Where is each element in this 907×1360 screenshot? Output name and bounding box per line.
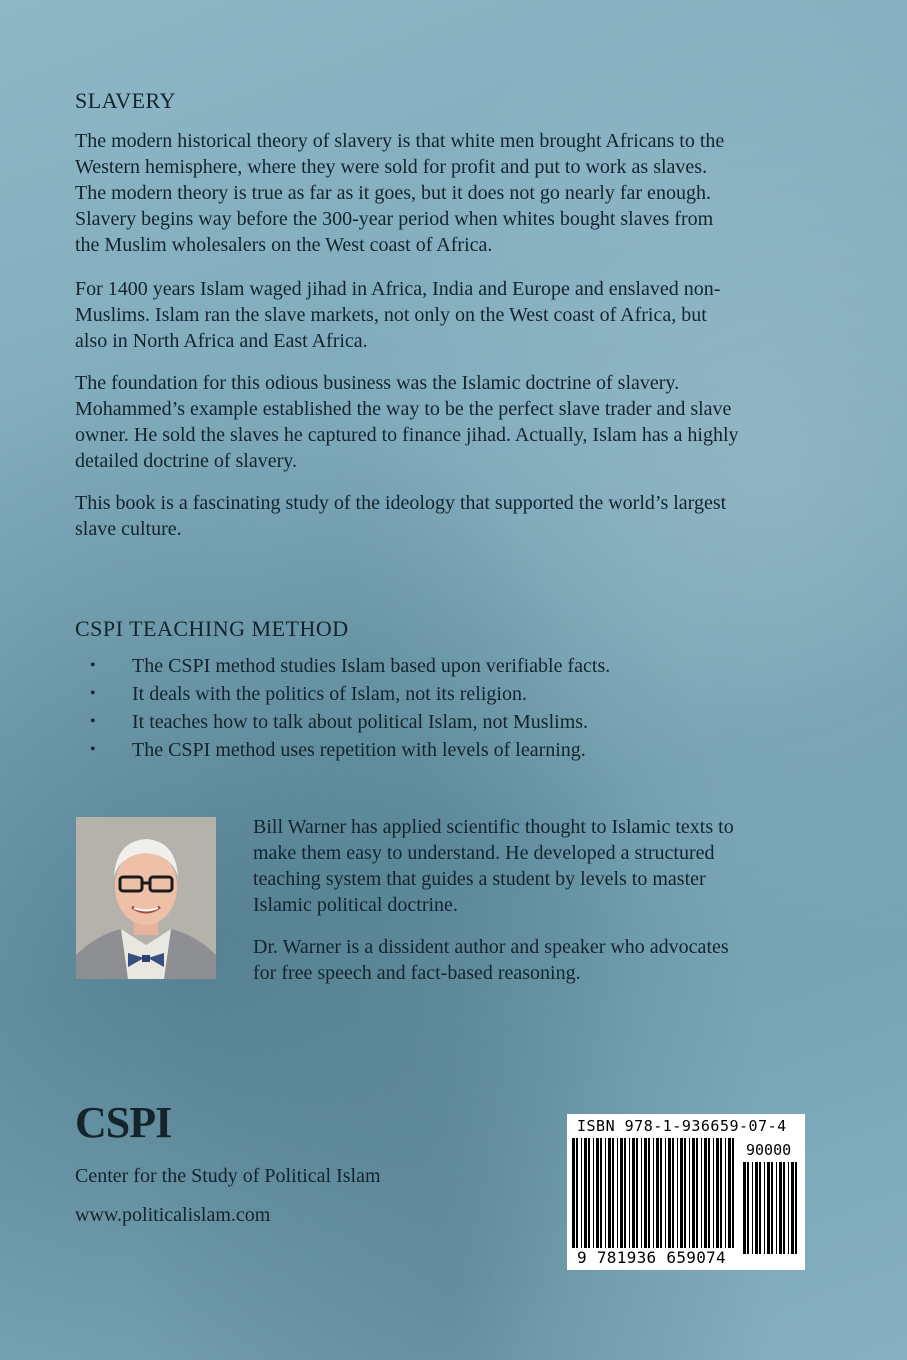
bullet-icon: •: [90, 657, 96, 674]
barcode-bar: [728, 1138, 731, 1248]
method-bullet-list: [75, 652, 610, 764]
barcode-bar: [593, 1138, 594, 1248]
slavery-paragraph-4: This book is a fascinating study of the ideology that supported the world’s largest slave culture.: [75, 492, 727, 540]
barcode-bar: [677, 1138, 678, 1248]
list-item: • The CSPI method uses repetition with levels of learning.: [75, 736, 610, 764]
barcode-bar: [588, 1138, 590, 1248]
isbn-label: ISBN 978-1-936659-07-4: [577, 1117, 787, 1135]
ean-barcode-bars: [572, 1138, 738, 1248]
barcode-bar: [788, 1162, 789, 1254]
addon-barcode-bars: [743, 1162, 798, 1254]
barcode-bar: [725, 1138, 726, 1248]
barcode-bar: [701, 1138, 702, 1248]
barcode-bar: [668, 1138, 671, 1248]
list-item: • The CSPI method studies Islam based upon verifiable facts.: [75, 652, 610, 680]
barcode-bar: [779, 1162, 782, 1254]
barcode-bar: [795, 1162, 797, 1254]
slavery-paragraph-3: The foundation for this odious business was the Islamic doctrine of slavery. Mohammed’s example established the way to be the perfect slave trader and slave owner. He sold the slaves he captured to finance jihad. Actually, Islam has a highly detailed doctrine of slavery.: [75, 372, 739, 472]
barcode-bar: [771, 1162, 773, 1254]
barcode-bar: [720, 1138, 722, 1248]
author-bio-paragraph-1: Bill Warner has applied scientific thought to Islamic texts to make them easy to understand. He developed a structured teaching system that guides a student by levels to master Islamic political doctrine.: [253, 816, 734, 916]
ean-digits: 9 781936 659074: [577, 1248, 726, 1267]
barcode-bar: [656, 1138, 659, 1248]
author-bio-paragraph-2: Dr. Warner is a dissident author and speaker who advocates for free speech and fact-based reasoning.: [253, 936, 729, 984]
isbn-barcode: [567, 1114, 805, 1270]
list-item: • It teaches how to talk about political Islam, not Muslims.: [75, 708, 610, 736]
slavery-paragraph-2: For 1400 years Islam waged jihad in Africa, India and Europe and enslaved non- Muslims. Islam ran the slave markets, not only on the West coast of Africa, but also in North Africa and East Africa.: [75, 278, 721, 352]
barcode-bar: [600, 1138, 602, 1248]
bullet-icon: •: [90, 685, 96, 702]
barcode-bar: [767, 1162, 770, 1254]
barcode-bar: [608, 1138, 611, 1248]
barcode-bar: [612, 1138, 614, 1248]
barcode-bar: [680, 1138, 683, 1248]
barcode-bar: [672, 1138, 674, 1248]
barcode-bar: [581, 1138, 582, 1248]
barcode-bar: [755, 1162, 758, 1254]
barcode-bar: [684, 1138, 686, 1248]
barcode-bar: [641, 1138, 642, 1248]
barcode-bar: [632, 1138, 635, 1248]
barcode-bar: [764, 1162, 765, 1254]
barcode-bar: [653, 1138, 654, 1248]
barcode-bar: [660, 1138, 662, 1248]
barcode-bar: [629, 1138, 630, 1248]
barcode-bar: [704, 1138, 707, 1248]
barcode-bar: [644, 1138, 647, 1248]
bullet-icon: •: [90, 741, 96, 758]
barcode-bar: [791, 1162, 794, 1254]
barcode-bar: [636, 1138, 638, 1248]
slavery-heading: SLAVERY: [75, 88, 176, 113]
barcode-bar: [689, 1138, 690, 1248]
cspi-logo: CSPI: [75, 1098, 172, 1147]
publisher-website[interactable]: www.politicalislam.com: [75, 1204, 271, 1226]
barcode-bar: [624, 1138, 626, 1248]
barcode-bar: [605, 1138, 606, 1248]
author-portrait-icon: [76, 817, 216, 979]
barcode-bar: [759, 1162, 761, 1254]
barcode-bar: [713, 1138, 714, 1248]
barcode-bar: [732, 1138, 734, 1248]
slavery-paragraph-1: The modern historical theory of slavery is that white men brought Africans to the Western hemisphere, where they were sold for profit and put to work as slaves. The modern theory is true as far as it goes, but it does not go nearly far enough. Slavery begins way before the 300-year period when whites bought slaves from the Muslim wholesalers on the West coast of Africa.: [75, 130, 725, 256]
barcode-bar: [752, 1162, 753, 1254]
author-photo: [76, 817, 216, 979]
barcode-bar: [776, 1162, 777, 1254]
method-heading: CSPI TEACHING METHOD: [75, 616, 349, 641]
barcode-bar: [783, 1162, 785, 1254]
barcode-bar: [648, 1138, 650, 1248]
publisher-name: Center for the Study of Political Islam: [75, 1165, 381, 1187]
barcode-bar: [572, 1138, 575, 1248]
barcode-bar: [716, 1138, 719, 1248]
barcode-bar: [692, 1138, 695, 1248]
barcode-bar: [617, 1138, 618, 1248]
barcode-bar: [747, 1162, 749, 1254]
barcode-bar: [665, 1138, 666, 1248]
barcode-bar: [743, 1162, 746, 1254]
barcode-bar: [620, 1138, 623, 1248]
barcode-bar: [584, 1138, 587, 1248]
list-item: • It deals with the politics of Islam, not its religion.: [75, 680, 610, 708]
bullet-icon: •: [90, 713, 96, 730]
barcode-bar: [576, 1138, 578, 1248]
price-code: 90000: [746, 1141, 792, 1159]
barcode-bar: [708, 1138, 710, 1248]
barcode-bar: [696, 1138, 698, 1248]
barcode-bar: [596, 1138, 599, 1248]
